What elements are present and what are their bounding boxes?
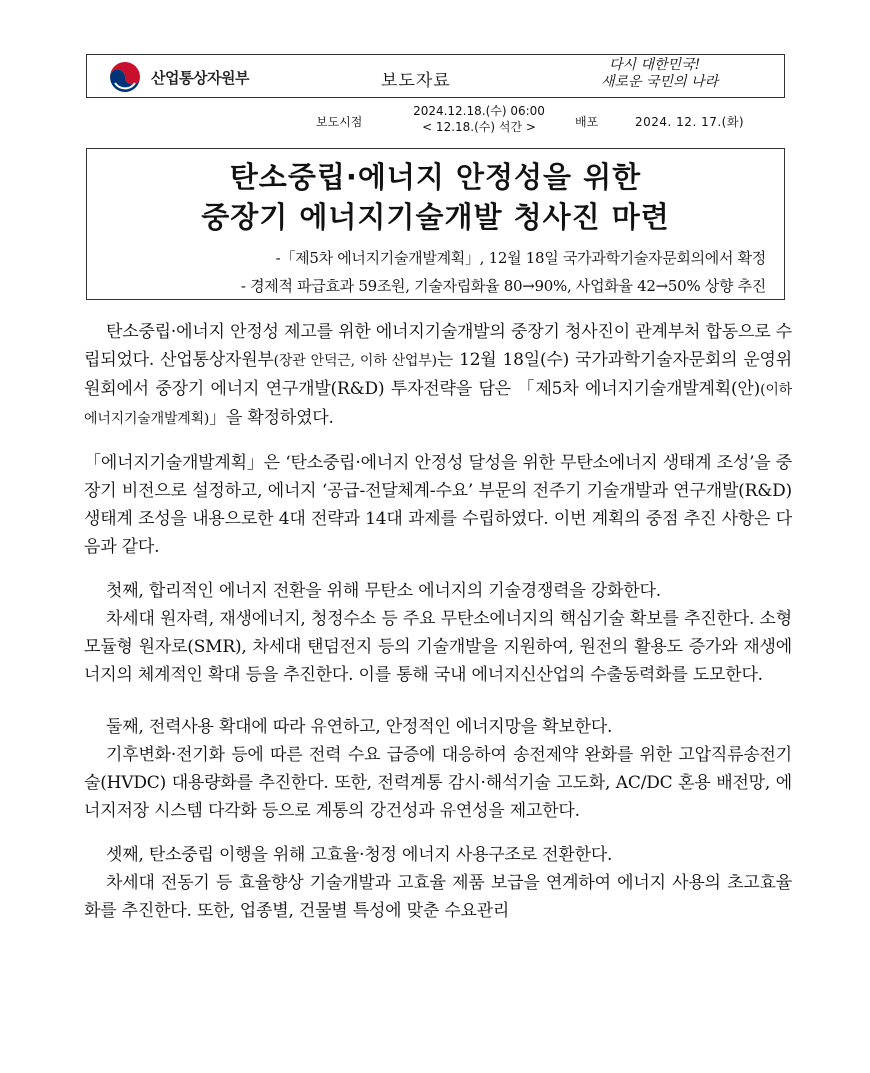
paragraph-4: [84, 713, 792, 825]
p5-heading: 셋째, 탄소중립 이행을 위해 고효율·청정 에너지 사용구조로 전환한다.: [106, 845, 613, 865]
release-date: 2024.12.18.(수) 06:00: [413, 104, 545, 118]
p3-text: 차세대 원자력, 재생에너지, 청정수소 등 주요 무탄소에너지의 핵심기술 확보를 추진한다. 소형 모듈형 원자로(SMR), 차세대 탠덤전지 등의 기술개발을 지원하여, 원전의 활용도 증가와 재생에너지의 체계적인 확대 등을 추진한다. 이를 통해 국내 에너지신산업의 수출동력화를 도모한다.: [84, 609, 792, 685]
distribute-date: 2024. 12. 17.(화): [635, 115, 745, 129]
p1-text-a: 탄소중립·에너지 안정성 제고를 위한 에너지기술개발의 중장기 청사진이 관계부처 합동으로 수립되었다. 산업통상자원부: [84, 322, 792, 370]
subheadline-1: -「제5차 에너지기술개발계획」, 12월 18일 국가과학기술자문회의에서 확정: [275, 249, 766, 267]
p5-text: 차세대 전동기 등 효율향상 기술개발과 고효율 제품 보급을 연계하여 에너지 사용의 초고효율화를 추진한다. 또한, 업종별, 건물별 특성에 맞춘 수요관리: [84, 873, 792, 921]
distribute-label: 배포: [575, 115, 599, 129]
subheadline-2: - 경제적 파급효과 59조원, 기술자립화율 80→90%, 사업화율 42→50% 상향 추진: [240, 277, 766, 295]
government-emblem-icon: [109, 61, 141, 93]
article-body: [84, 318, 792, 941]
title-box: [86, 148, 785, 300]
release-label: 보도시점: [316, 115, 363, 129]
slogan-line2: 새로운 국민의 나라: [601, 74, 719, 90]
p4-heading: 둘째, 전력사용 확대에 따라 유연하고, 안정적인 에너지망을 확보한다.: [106, 717, 613, 737]
p1-note-a: (장관 안덕근, 이하 산업부): [273, 353, 437, 369]
p1-text-b: 는 12월 18일(수) 국가과학기술자문회의 운영위원회에서 중장기 에너지 연구개발(R&D) 투자전략을 담은 「제5차 에너지기술개발계획(안): [84, 350, 792, 399]
p1-text-c: 」을 확정하였다.: [209, 408, 334, 428]
slogan-line1: 다시 대한민국!: [609, 57, 701, 73]
document-type: 보도자료: [381, 71, 451, 91]
p1-note-b: (이하 에너지기술개발계획): [84, 382, 792, 427]
paragraph-2: [84, 449, 792, 561]
paragraph-5: [84, 841, 792, 925]
release-edition: < 12.18.(수) 석간 >: [422, 120, 536, 134]
release-date-block: [396, 103, 562, 135]
p2-text: 「에너지기술개발계획」은 ‘탄소중립·에너지 안정성 달성을 위한 무탄소에너지 생태계 조성’을 중장기 비전으로 설정하고, 에너지 ‘공급-전달체계-수요’ 부문의 전주기 기술개발과 연구개발(R&D) 생태계 조성을 내용으로한 4대 전략과 14대 과제를 수립하였다. 이번 계획의 중점 추진 사항은 다음과 같다.: [84, 453, 792, 557]
headline-line1: 탄소중립·에너지 안정성을 위한: [229, 160, 642, 194]
p3-heading: 첫째, 합리적인 에너지 전환을 위해 무탄소 에너지의 기술경쟁력을 강화한다.: [106, 581, 661, 601]
paragraph-1: [84, 318, 792, 433]
header-box: [86, 54, 785, 98]
ministry-name: 산업통상자원부: [151, 69, 249, 87]
paragraph-3: [84, 577, 792, 689]
spacer: [84, 693, 792, 705]
slogan: [595, 57, 775, 97]
headline-line2: 중장기 에너지기술개발 청사진 마련: [201, 200, 670, 234]
p4-text: 기후변화·전기화 등에 따른 전력 수요 급증에 대응하여 송전제약 완화를 위한 고압직류송전기술(HVDC) 대용량화를 추진한다. 또한, 전력계통 감시·해석기술 고도화, AC/DC 혼용 배전망, 에너지저장 시스템 다각화 등으로 계통의 강건성과 유연성을 제고한다.: [84, 745, 792, 821]
